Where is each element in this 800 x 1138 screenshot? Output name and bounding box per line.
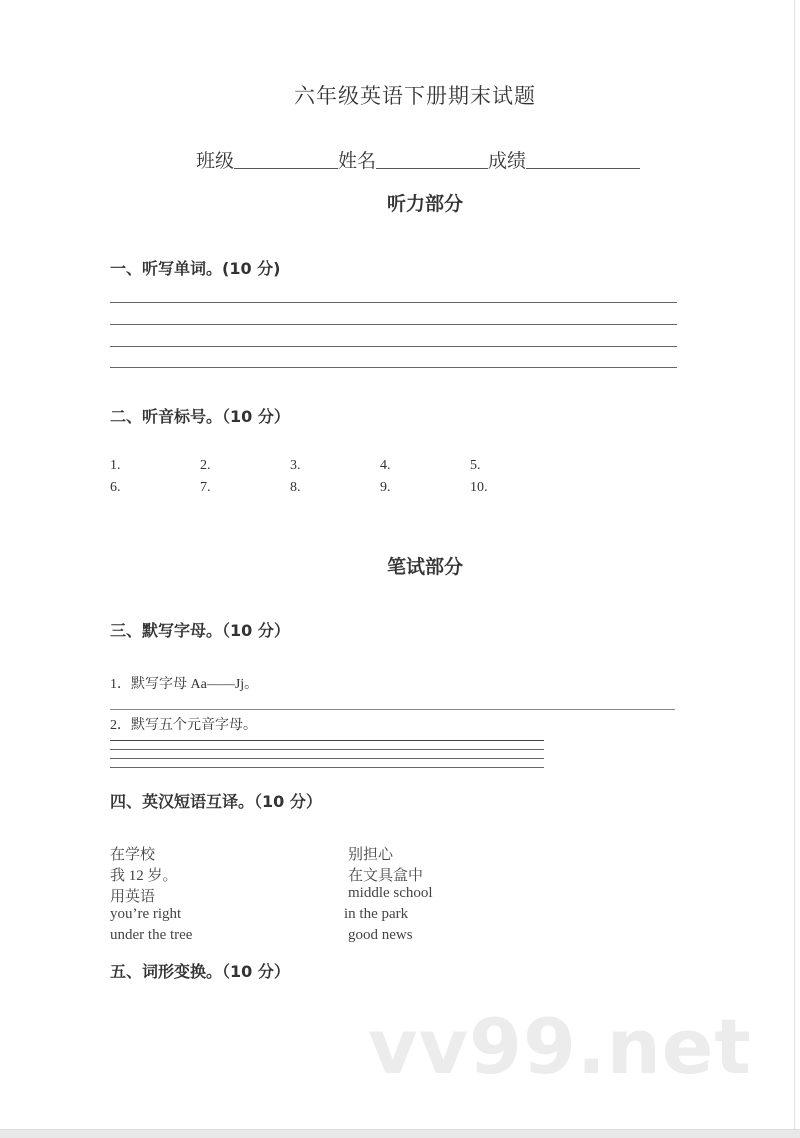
numbers-row-2	[110, 480, 530, 500]
class-label: 班级	[196, 150, 235, 172]
section1-heading: 一、听写单词。(10 分)	[110, 259, 281, 278]
name-blank	[376, 150, 488, 169]
section3-item-2: 2．默写五个元音字母。	[110, 718, 257, 733]
section2-heading: 二、听音标号。（10 分）	[110, 407, 290, 426]
phrase-right: in the park	[344, 906, 409, 922]
answer-line	[110, 367, 677, 368]
answer-line	[110, 767, 544, 768]
answer-line	[110, 709, 675, 710]
answer-line	[110, 346, 677, 347]
phrase-right: 在文具盒中	[348, 868, 424, 884]
section5-heading: 五、词形变换。（10 分）	[110, 962, 290, 981]
section4-heading: 四、英汉短语互译。（10 分）	[110, 792, 322, 811]
student-info-row	[196, 146, 640, 173]
phrase-left: 我 12 岁。	[110, 868, 178, 884]
phrase-left: you’re right	[110, 906, 182, 922]
answer-line	[110, 740, 544, 741]
item-number: 3.	[290, 458, 301, 473]
section3-item-1: 1．默写字母 Aa——Jj。	[110, 677, 259, 692]
item-number: 7.	[200, 480, 211, 495]
phrase-right: good news	[348, 927, 413, 943]
score-blank	[526, 150, 640, 169]
item-number: 8.	[290, 480, 301, 495]
exam-title: 六年级英语下册期末试题	[294, 84, 536, 108]
phrase-left: under the tree	[110, 927, 193, 943]
phrase-right: middle school	[348, 885, 433, 901]
section3-heading: 三、默写字母。（10 分）	[110, 621, 290, 640]
item-number: 2.	[200, 458, 211, 473]
item-number: 1.	[110, 458, 121, 473]
name-label: 姓名	[338, 150, 377, 172]
listening-part-title: 听力部分	[386, 193, 463, 215]
answer-line	[110, 324, 677, 325]
answer-line	[110, 749, 544, 750]
phrase-right: 别担心	[348, 847, 394, 863]
written-part-title: 笔试部分	[386, 556, 463, 578]
watermark: vv99.net	[368, 1002, 752, 1091]
phrase-left: 在学校	[110, 847, 156, 863]
numbers-row-1	[110, 458, 530, 478]
item-number: 9.	[380, 480, 391, 495]
item-number: 10.	[470, 480, 488, 495]
item-number: 6.	[110, 480, 121, 495]
score-label: 成绩	[488, 150, 527, 172]
phrase-left: 用英语	[110, 889, 156, 905]
class-blank	[234, 150, 338, 169]
item-number: 4.	[380, 458, 391, 473]
item-number: 5.	[470, 458, 481, 473]
answer-line	[110, 302, 677, 303]
answer-line	[110, 758, 544, 759]
